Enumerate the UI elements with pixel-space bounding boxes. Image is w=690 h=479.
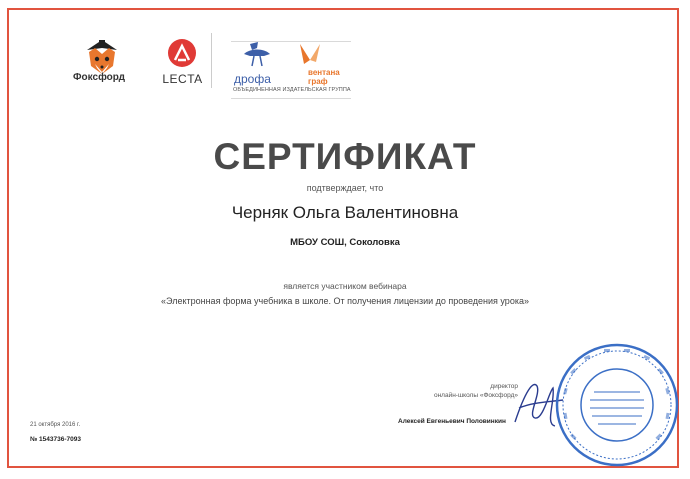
- lecta-wordmark: LECTA: [162, 72, 203, 86]
- ventana-line: вентана: [308, 68, 340, 77]
- webinar-title: «Электронная форма учебника в школе. От получения лицензии до проведения урока»: [161, 296, 529, 306]
- recipient-school: МБОУ СОШ, Соколовка: [290, 237, 400, 248]
- director-role-line1: директор: [490, 383, 518, 390]
- logo-divider: [211, 33, 212, 88]
- foxford-wordmark: Фоксфорд: [72, 72, 125, 83]
- issue-date: 21 октября 2016 г.: [30, 422, 81, 428]
- drofa-wordmark: дрофа: [234, 72, 271, 86]
- official-stamp: [552, 340, 682, 470]
- participant-text: является участником вебинара: [283, 281, 407, 291]
- director-role-line2: онлайн-школы «Фоксфорд»: [433, 392, 518, 399]
- confirms-text: подтверждает, что: [306, 183, 384, 193]
- signer-name: Алексей Евгеньевич Половинкин: [398, 418, 506, 425]
- certificate-number: № 1543736-7093: [30, 436, 81, 443]
- recipient-name: Черняк Ольга Валентиновна: [231, 203, 459, 222]
- graf-line: граф: [308, 77, 328, 86]
- publishing-group-caption: ОБЪЕДИНЕННАЯ ИЗДАТЕЛЬСКАЯ ГРУППА: [233, 87, 351, 93]
- ventana-graf-wordmark: [308, 68, 340, 86]
- lecta-logo: [162, 36, 202, 76]
- certificate-title: СЕРТИФИКАТ: [213, 136, 477, 177]
